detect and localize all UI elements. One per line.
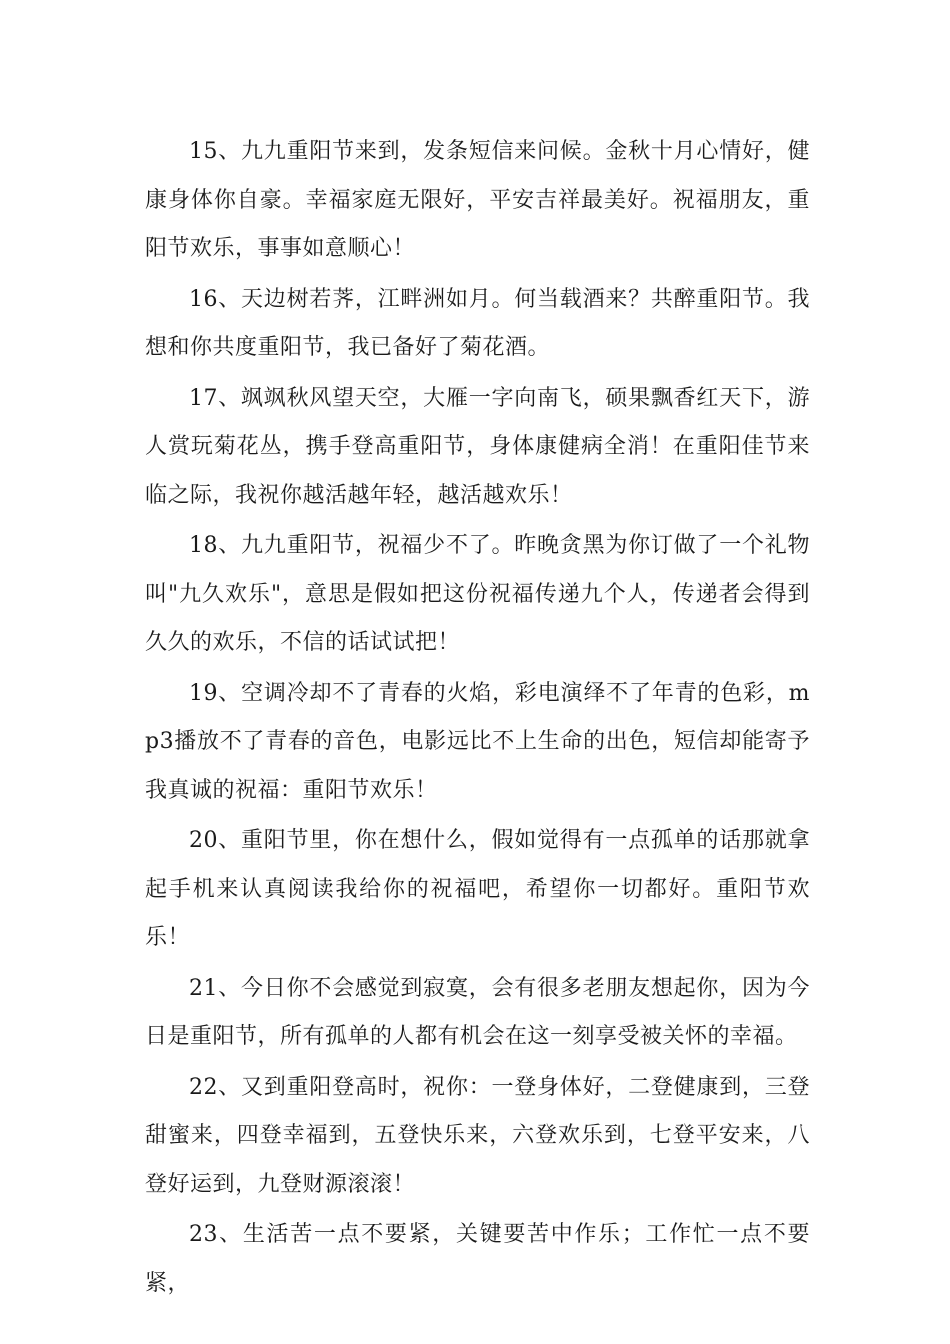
document-body	[145, 128, 810, 1310]
paragraph-19: 19、空调冷却不了青春的火焰，彩电演绎不了年青的色彩，mp3播放不了青春的音色，电影远比不上生命的出色，短信却能寄予我真诚的祝福：重阳节欢乐！	[145, 680, 810, 803]
paragraph-22: 22、又到重阳登高时，祝你：一登身体好，二登健康到，三登甜蜜来，四登幸福到，五登快乐来，六登欢乐到，七登平安来，八登好运到，九登财源滚滚！	[145, 1074, 810, 1197]
paragraph-16: 16、天边树若荠，江畔洲如月。何当载酒来？共醉重阳节。我想和你共度重阳节，我已备好了菊花酒。	[145, 286, 810, 360]
paragraph-23: 23、生活苦一点不要紧，关键要苦中作乐；工作忙一点不要紧，	[145, 1222, 810, 1296]
paragraph-20: 20、重阳节里，你在想什么，假如觉得有一点孤单的话那就拿起手机来认真阅读我给你的祝福吧，希望你一切都好。重阳节欢乐！	[145, 828, 810, 950]
paragraph-15: 15、九九重阳节来到，发条短信来问候。金秋十月心情好，健康身体你自豪。幸福家庭无限好，平安吉祥最美好。祝福朋友，重阳节欢乐，事事如意顺心！	[145, 139, 810, 261]
paragraph-21: 21、今日你不会感觉到寂寞，会有很多老朋友想起你，因为今日是重阳节，所有孤单的人都有机会在这一刻享受被关怀的幸福。	[145, 975, 810, 1049]
paragraph-18: 18、九九重阳节，祝福少不了。昨晚贪黑为你订做了一个礼物叫"九久欢乐"，意思是假如把这份祝福传递九个人，传递者会得到久久的欢乐，不信的话试试把！	[145, 533, 810, 655]
paragraph-17: 17、飒飒秋风望天空，大雁一字向南飞，硕果飘香红天下，游人赏玩菊花丛，携手登高重阳节，身体康健病全消！在重阳佳节来临之际，我祝你越活越年轻，越活越欢乐！	[145, 385, 810, 508]
